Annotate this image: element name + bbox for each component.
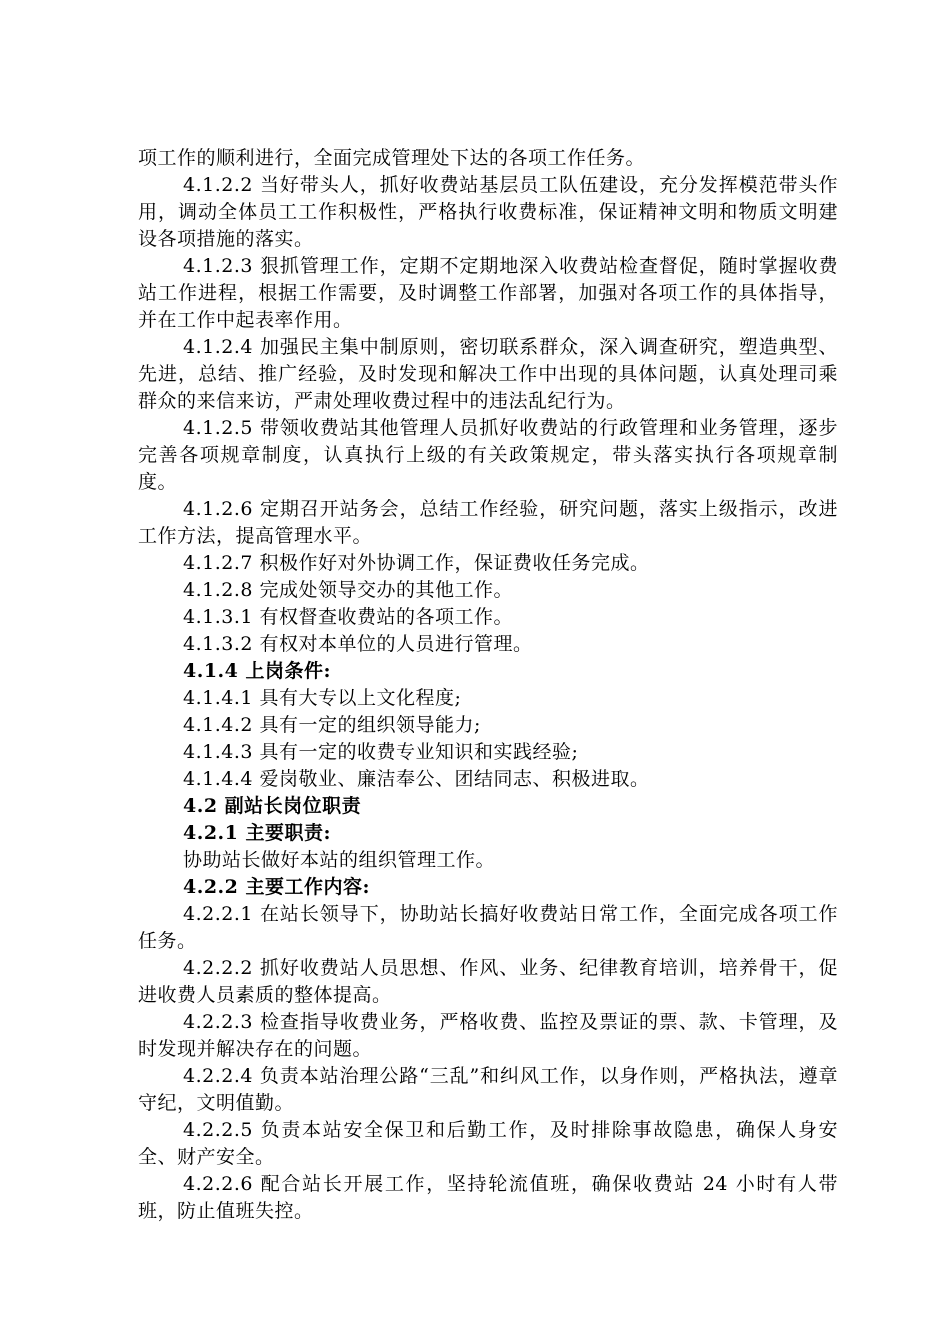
- paragraph-continuation: 项工作的顺利进行，全面完成管理处下达的各项工作任务。: [138, 147, 646, 169]
- paragraph-4-2-2-1: 4.2.2.1 在站长领导下，协助站长搞好收费站日常工作，全面完成各项工作任务。: [138, 903, 838, 952]
- paragraph-4-2-1-body: 协助站长做好本站的组织管理工作。: [183, 849, 496, 871]
- paragraph-4-2-2-2: 4.2.2.2 抓好收费站人员思想、作风、业务、纪律教育培训，培养骨干，促进收费人员素质的整体提高。: [138, 957, 838, 1006]
- document-body: [138, 145, 838, 1225]
- paragraph-4-1-3-1: 4.1.3.1 有权督查收费站的各项工作。: [183, 606, 514, 628]
- heading-4-1-4: 4.1.4 上岗条件:: [183, 660, 332, 682]
- paragraph-4-1-2-6: 4.1.2.6 定期召开站务会，总结工作经验，研究问题，落实上级指示，改进工作方法，提高管理水平。: [138, 498, 838, 547]
- paragraph-4-1-2-8: 4.1.2.8 完成处领导交办的其他工作。: [183, 579, 514, 601]
- paragraph-4-1-2-5: 4.1.2.5 带领收费站其他管理人员抓好收费站的行政管理和业务管理，逐步完善各项规章制度，认真执行上级的有关政策规定，带头落实执行各项规章制度。: [138, 417, 838, 493]
- paragraph-4-1-4-1: 4.1.4.1 具有大专以上文化程度;: [183, 687, 462, 709]
- paragraph-4-2-2-3: 4.2.2.3 检查指导收费业务，严格收费、监控及票证的票、款、卡管理，及时发现并解决存在的问题。: [138, 1011, 838, 1060]
- heading-4-2-1: 4.2.1 主要职责:: [183, 822, 332, 844]
- paragraph-4-1-4-2: 4.1.4.2 具有一定的组织领导能力;: [183, 714, 481, 736]
- paragraph-4-2-2-5: 4.2.2.5 负责本站安全保卫和后勤工作，及时排除事故隐患，确保人身安全、财产安全。: [138, 1119, 838, 1168]
- paragraph-4-1-2-4: 4.1.2.4 加强民主集中制原则，密切联系群众，深入调查研究，塑造典型、先进，总结、推广经验，及时发现和解决工作中出现的具体问题，认真处理司乘群众的来信来访，严肃处理收费过程中的违法乱纪行为。: [138, 336, 838, 412]
- paragraph-4-1-4-3: 4.1.4.3 具有一定的收费专业知识和实践经验;: [183, 741, 579, 763]
- paragraph-4-1-2-2: 4.1.2.2 当好带头人，抓好收费站基层员工队伍建设，充分发挥模范带头作用，调动全体员工工作积极性，严格执行收费标准，保证精神文明和物质文明建设各项措施的落实。: [138, 174, 838, 250]
- paragraph-4-2-2-4: 4.2.2.4 负责本站治理公路“三乱”和纠风工作，以身作则，严格执法，遵章守纪，文明值勤。: [138, 1065, 838, 1114]
- heading-4-2: 4.2 副站长岗位职责: [183, 795, 362, 817]
- heading-4-2-2: 4.2.2 主要工作内容:: [183, 876, 371, 898]
- paragraph-4-1-2-3: 4.1.2.3 狠抓管理工作，定期不定期地深入收费站检查督促，随时掌握收费站工作进程，根据工作需要，及时调整工作部署，加强对各项工作的具体指导，并在工作中起表率作用。: [138, 255, 838, 331]
- paragraph-4-1-4-4: 4.1.4.4 爱岗敬业、廉洁奉公、团结同志、积极进取。: [183, 768, 650, 790]
- paragraph-4-2-2-6: 4.2.2.6 配合站长开展工作，坚持轮流值班，确保收费站 24 小时有人带班，防止值班失控。: [138, 1173, 838, 1222]
- paragraph-4-1-2-7: 4.1.2.7 积极作好对外协调工作，保证费收任务完成。: [183, 552, 650, 574]
- paragraph-4-1-3-2: 4.1.3.2 有权对本单位的人员进行管理。: [183, 633, 533, 655]
